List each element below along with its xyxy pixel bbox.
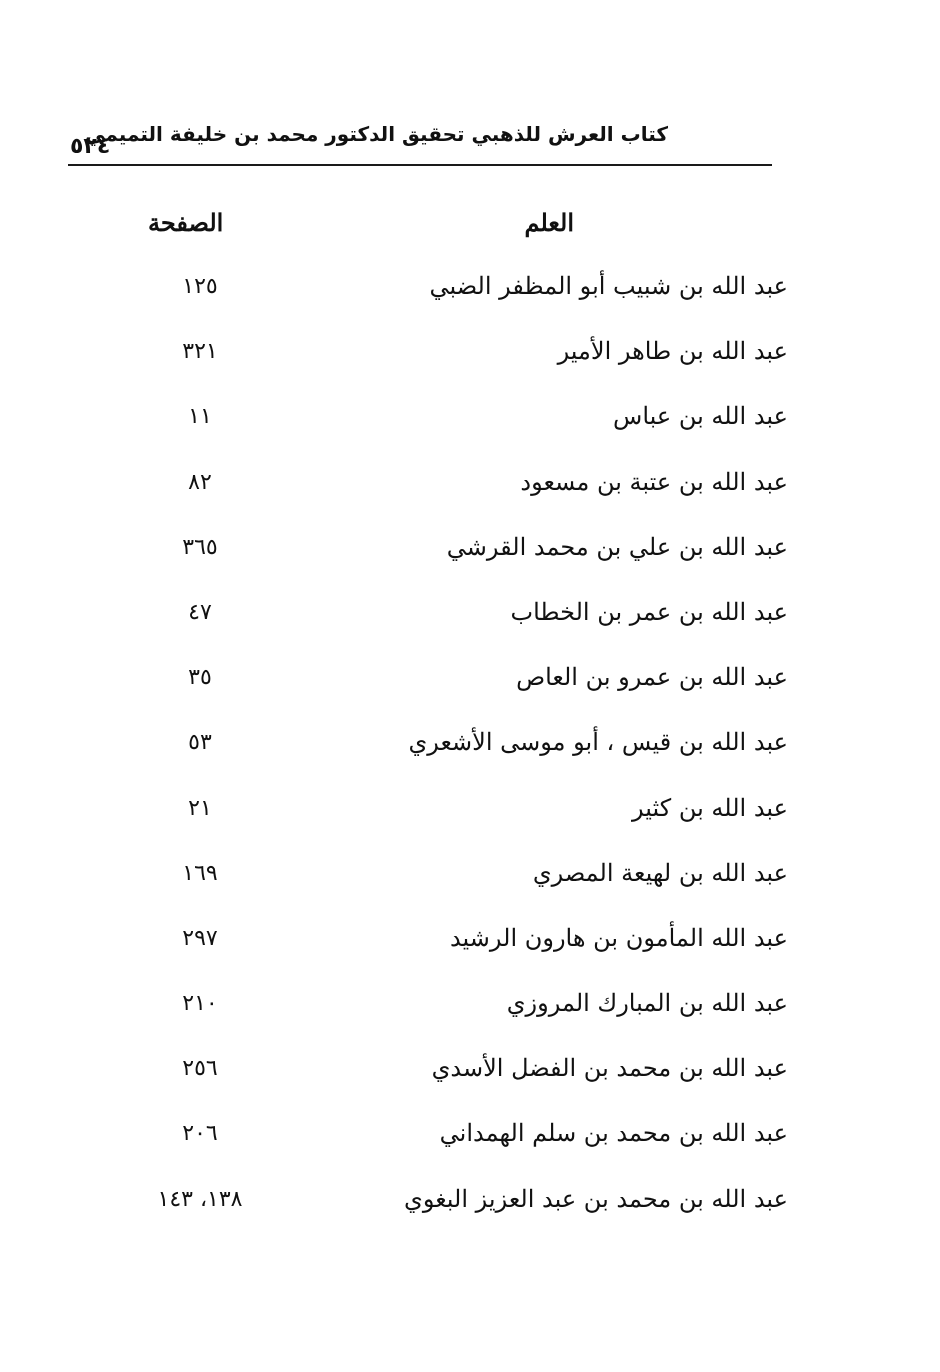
entry-name: عبد الله بن لهيعة المصري xyxy=(532,858,788,887)
entry-pages: ١٣٨، ١٤٣ xyxy=(157,1186,243,1212)
entry-pages: ١٦٩ xyxy=(182,860,218,886)
entry-pages: ١١ xyxy=(188,404,212,430)
entry-name: عبد الله بن عتبة بن مسعود xyxy=(520,467,788,496)
entry-pages: ٣٢١ xyxy=(182,339,218,365)
entry-pages: ٢١ xyxy=(188,795,212,821)
index-entry xyxy=(0,1048,940,1113)
entry-name: عبد الله بن طاهر الأمير xyxy=(557,337,788,366)
entry-pages: ٢٠٦ xyxy=(182,1121,218,1147)
index-entry xyxy=(0,331,940,396)
index-entry xyxy=(0,462,940,527)
entry-name: عبد الله بن قيس ، أبو موسى الأشعري xyxy=(408,728,788,757)
index-entry xyxy=(0,722,940,787)
entry-name: عبد الله بن عباس xyxy=(613,402,788,431)
index-entry xyxy=(0,788,940,853)
index-entry xyxy=(0,983,940,1048)
entry-name: عبد الله بن المبارك المروزي xyxy=(506,989,788,1018)
index-entry xyxy=(0,853,940,918)
page-number: ٥٢٤ xyxy=(70,134,111,159)
column-header-name: العلم xyxy=(524,208,574,237)
index-entry xyxy=(0,592,940,657)
index-entry xyxy=(0,1179,940,1244)
entry-name: عبد الله بن كثير xyxy=(632,793,788,822)
entry-name: عبد الله بن عمرو بن العاص xyxy=(516,663,788,692)
index-entry xyxy=(0,657,940,722)
page-header xyxy=(68,120,772,166)
entry-name: عبد الله بن علي بن محمد القرشي xyxy=(446,532,788,561)
entry-pages: ٤٧ xyxy=(188,599,212,625)
entry-name: عبد الله المأمون بن هارون الرشيد xyxy=(449,923,788,952)
entry-pages: ٨٢ xyxy=(188,469,212,495)
entry-pages: ٥٣ xyxy=(188,730,212,756)
index-entry xyxy=(0,527,940,592)
entry-pages: ١٢٥ xyxy=(182,274,218,299)
entry-pages: ٢٩٧ xyxy=(182,925,218,951)
column-header-page: الصفحة xyxy=(148,208,224,237)
running-title: كتاب العرش للذهبي تحقيق الدكتور محمد بن خليفة التميمي xyxy=(85,122,668,146)
entry-pages: ٣٦٥ xyxy=(182,534,218,560)
index-entry xyxy=(0,396,940,461)
index-entry xyxy=(0,1113,940,1178)
entry-name: عبد الله بن محمد بن عبد العزيز البغوي xyxy=(404,1184,788,1213)
entry-name: عبد الله بن محمد بن سلم الهمداني xyxy=(439,1119,788,1148)
index-list xyxy=(0,266,940,1244)
entry-name: عبد الله بن شبيب أبو المظفر الضبي xyxy=(429,272,788,300)
entry-name: عبد الله بن محمد بن الفضل الأسدي xyxy=(431,1054,788,1083)
entry-pages: ٢١٠ xyxy=(182,991,218,1017)
index-entry xyxy=(0,266,940,331)
entry-pages: ٢٥٦ xyxy=(182,1056,218,1082)
index-entry xyxy=(0,918,940,983)
entry-name: عبد الله بن عمر بن الخطاب xyxy=(510,597,788,626)
entry-pages: ٣٥ xyxy=(188,665,212,691)
